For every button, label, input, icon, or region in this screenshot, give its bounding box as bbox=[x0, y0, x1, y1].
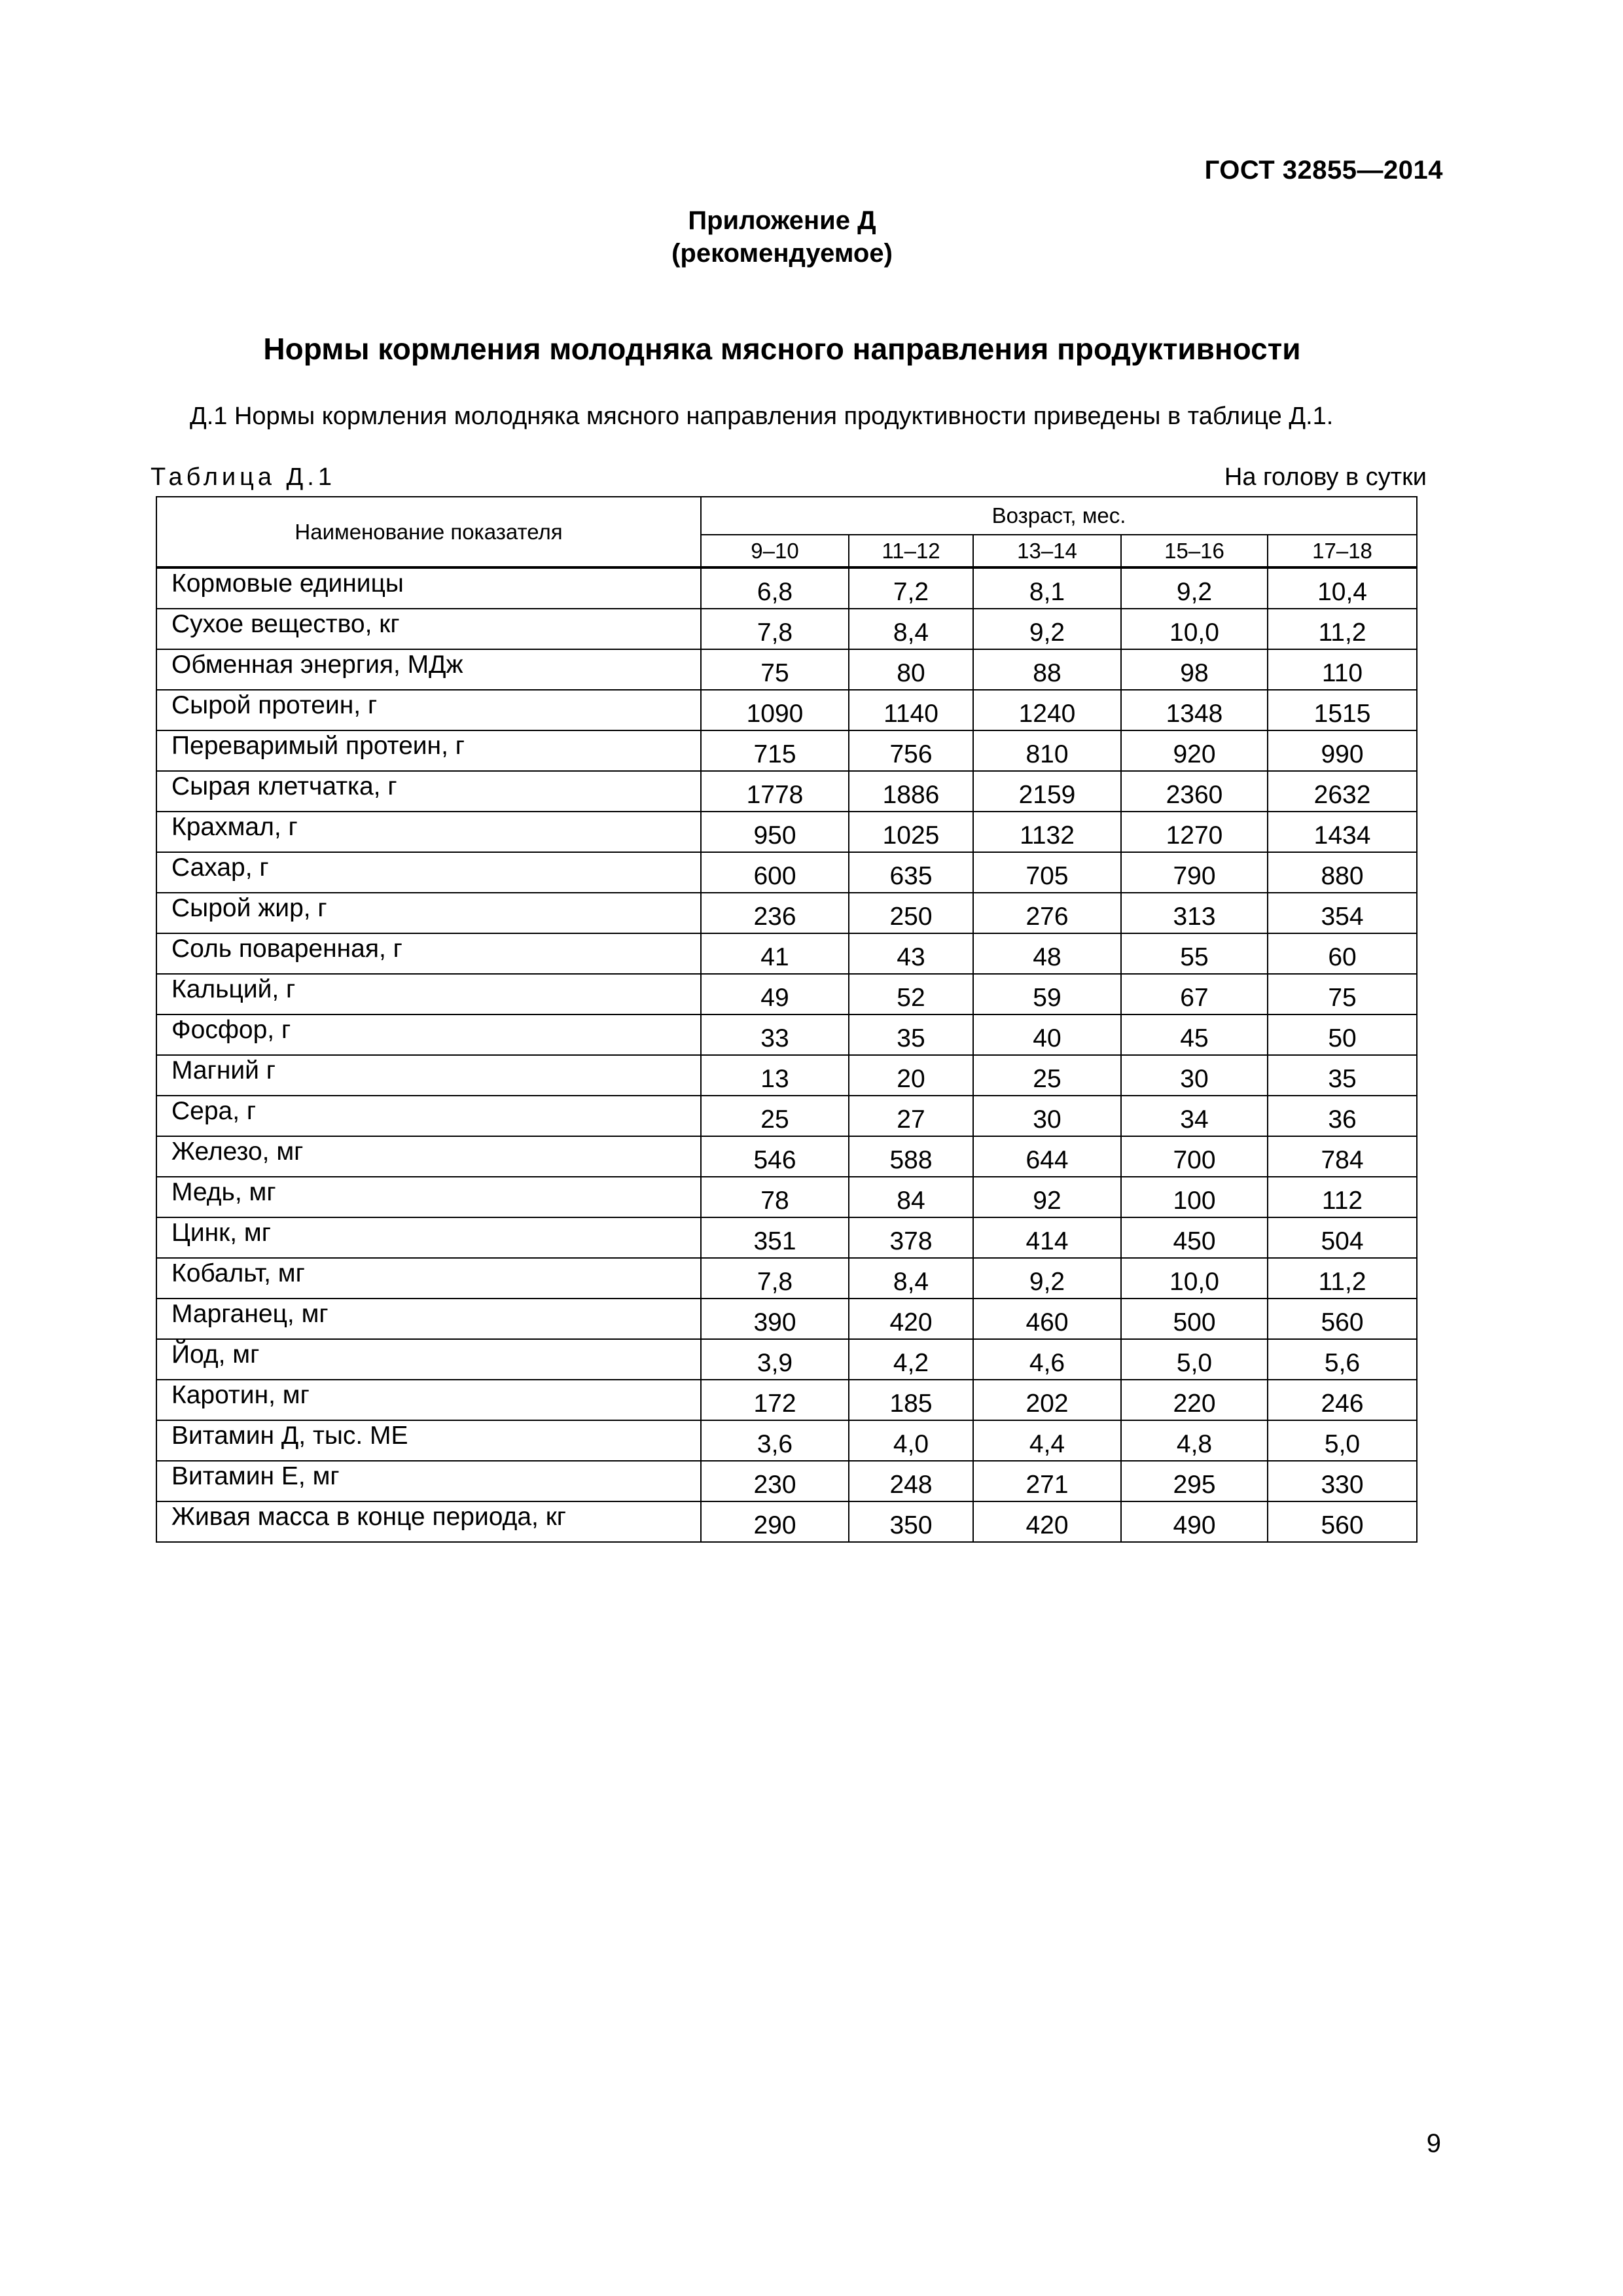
indicator-value: 25 bbox=[973, 1055, 1121, 1096]
indicator-name: Сухое вещество, кг bbox=[156, 609, 701, 649]
indicator-value: 3,6 bbox=[701, 1420, 849, 1461]
indicator-value: 55 bbox=[1121, 933, 1268, 974]
indicator-value: 6,8 bbox=[701, 567, 849, 609]
indicator-value: 35 bbox=[849, 1014, 973, 1055]
indicator-name: Кобальт, мг bbox=[156, 1258, 701, 1299]
indicator-value: 560 bbox=[1268, 1501, 1417, 1542]
indicator-name: Сырая клетчатка, г bbox=[156, 771, 701, 812]
indicator-value: 4,2 bbox=[849, 1339, 973, 1380]
indicator-value: 1090 bbox=[701, 690, 849, 730]
indicator-value: 84 bbox=[849, 1177, 973, 1217]
indicator-name: Крахмал, г bbox=[156, 812, 701, 852]
table-row bbox=[156, 933, 1417, 974]
indicator-value: 4,0 bbox=[849, 1420, 973, 1461]
table-row bbox=[156, 567, 1417, 609]
indicator-value: 420 bbox=[973, 1501, 1121, 1542]
indicator-value: 560 bbox=[1268, 1299, 1417, 1339]
indicator-value: 34 bbox=[1121, 1096, 1268, 1136]
indicator-value: 715 bbox=[701, 730, 849, 771]
indicator-value: 4,4 bbox=[973, 1420, 1121, 1461]
table-row bbox=[156, 812, 1417, 852]
indicator-value: 295 bbox=[1121, 1461, 1268, 1501]
indicator-value: 43 bbox=[849, 933, 973, 974]
indicator-value: 75 bbox=[1268, 974, 1417, 1014]
indicator-value: 810 bbox=[973, 730, 1121, 771]
indicator-name: Сера, г bbox=[156, 1096, 701, 1136]
indicator-name: Сырой протеин, г bbox=[156, 690, 701, 730]
table-row bbox=[156, 730, 1417, 771]
age-column-header: 17–18 bbox=[1268, 535, 1417, 567]
indicator-name: Железо, мг bbox=[156, 1136, 701, 1177]
indicator-value: 990 bbox=[1268, 730, 1417, 771]
indicator-value: 45 bbox=[1121, 1014, 1268, 1055]
table-row bbox=[156, 1136, 1417, 1177]
indicator-value: 378 bbox=[849, 1217, 973, 1258]
table-row bbox=[156, 1299, 1417, 1339]
indicator-value: 644 bbox=[973, 1136, 1121, 1177]
indicator-value: 49 bbox=[701, 974, 849, 1014]
table-row bbox=[156, 1096, 1417, 1136]
indicator-value: 78 bbox=[701, 1177, 849, 1217]
indicator-value: 2360 bbox=[1121, 771, 1268, 812]
indicator-value: 250 bbox=[849, 893, 973, 933]
indicator-value: 27 bbox=[849, 1096, 973, 1136]
indicator-value: 35 bbox=[1268, 1055, 1417, 1096]
indicator-value: 1434 bbox=[1268, 812, 1417, 852]
indicator-value: 271 bbox=[973, 1461, 1121, 1501]
indicator-value: 490 bbox=[1121, 1501, 1268, 1542]
indicator-value: 290 bbox=[701, 1501, 849, 1542]
age-column-header: 11–12 bbox=[849, 535, 973, 567]
indicator-value: 185 bbox=[849, 1380, 973, 1420]
indicator-value: 546 bbox=[701, 1136, 849, 1177]
indicator-value: 10,0 bbox=[1121, 1258, 1268, 1299]
table-row bbox=[156, 1420, 1417, 1461]
indicator-value: 13 bbox=[701, 1055, 849, 1096]
indicator-value: 700 bbox=[1121, 1136, 1268, 1177]
indicator-value: 10,4 bbox=[1268, 567, 1417, 609]
indicator-value: 25 bbox=[701, 1096, 849, 1136]
table-row bbox=[156, 690, 1417, 730]
page-number: 9 bbox=[1426, 2129, 1441, 2158]
indicator-value: 790 bbox=[1121, 852, 1268, 893]
indicator-value: 110 bbox=[1268, 649, 1417, 690]
indicator-name: Витамин Д, тыс. МЕ bbox=[156, 1420, 701, 1461]
indicator-value: 112 bbox=[1268, 1177, 1417, 1217]
indicator-value: 7,8 bbox=[701, 1258, 849, 1299]
table-row bbox=[156, 1014, 1417, 1055]
table-row bbox=[156, 1339, 1417, 1380]
indicator-value: 80 bbox=[849, 649, 973, 690]
intro-paragraph: Д.1 Нормы кормления молодняка мясного направления продуктивности приведены в таблице Д.1. bbox=[190, 403, 1334, 430]
table-unit-note: На голову в сутки bbox=[1224, 463, 1427, 491]
indicator-name: Обменная энергия, МДж bbox=[156, 649, 701, 690]
indicator-name: Кальций, г bbox=[156, 974, 701, 1014]
indicator-value: 8,4 bbox=[849, 1258, 973, 1299]
indicator-value: 920 bbox=[1121, 730, 1268, 771]
table-row bbox=[156, 1380, 1417, 1420]
indicator-value: 504 bbox=[1268, 1217, 1417, 1258]
indicator-value: 9,2 bbox=[973, 1258, 1121, 1299]
indicator-value: 30 bbox=[1121, 1055, 1268, 1096]
indicator-value: 2632 bbox=[1268, 771, 1417, 812]
standard-number: ГОСТ 32855—2014 bbox=[1204, 156, 1443, 185]
table-caption: Таблица Д.1 bbox=[151, 463, 336, 491]
indicator-value: 10,0 bbox=[1121, 609, 1268, 649]
indicator-value: 75 bbox=[701, 649, 849, 690]
indicator-name: Живая масса в конце периода, кг bbox=[156, 1501, 701, 1542]
table-row bbox=[156, 852, 1417, 893]
indicator-value: 8,1 bbox=[973, 567, 1121, 609]
indicator-value: 7,2 bbox=[849, 567, 973, 609]
indicator-value: 500 bbox=[1121, 1299, 1268, 1339]
indicator-name: Переваримый протеин, г bbox=[156, 730, 701, 771]
indicator-value: 11,2 bbox=[1268, 1258, 1417, 1299]
indicator-value: 354 bbox=[1268, 893, 1417, 933]
indicator-value: 705 bbox=[973, 852, 1121, 893]
indicator-value: 41 bbox=[701, 933, 849, 974]
indicator-value: 88 bbox=[973, 649, 1121, 690]
indicator-value: 9,2 bbox=[973, 609, 1121, 649]
indicator-value: 784 bbox=[1268, 1136, 1417, 1177]
indicator-value: 350 bbox=[849, 1501, 973, 1542]
indicator-value: 172 bbox=[701, 1380, 849, 1420]
indicator-name: Цинк, мг bbox=[156, 1217, 701, 1258]
indicator-value: 20 bbox=[849, 1055, 973, 1096]
indicator-value: 100 bbox=[1121, 1177, 1268, 1217]
table-row bbox=[156, 1501, 1417, 1542]
column-header-indicator: Наименование показателя bbox=[156, 497, 701, 567]
indicator-value: 420 bbox=[849, 1299, 973, 1339]
table-row bbox=[156, 771, 1417, 812]
indicator-value: 5,6 bbox=[1268, 1339, 1417, 1380]
indicator-name: Витамин Е, мг bbox=[156, 1461, 701, 1501]
indicator-value: 1778 bbox=[701, 771, 849, 812]
indicator-value: 60 bbox=[1268, 933, 1417, 974]
table-row bbox=[156, 1461, 1417, 1501]
indicator-value: 414 bbox=[973, 1217, 1121, 1258]
indicator-value: 5,0 bbox=[1268, 1420, 1417, 1461]
indicator-value: 7,8 bbox=[701, 609, 849, 649]
indicator-value: 276 bbox=[973, 893, 1121, 933]
indicator-value: 59 bbox=[973, 974, 1121, 1014]
feeding-norms-table bbox=[156, 496, 1418, 1543]
section-heading: Нормы кормления молодняка мясного направления продуктивности bbox=[263, 332, 1301, 366]
appendix-kind: (рекомендуемое) bbox=[671, 239, 893, 268]
indicator-value: 460 bbox=[973, 1299, 1121, 1339]
indicator-value: 4,6 bbox=[973, 1339, 1121, 1380]
indicator-name: Магний г bbox=[156, 1055, 701, 1096]
indicator-value: 36 bbox=[1268, 1096, 1417, 1136]
appendix-title: Приложение Д bbox=[688, 206, 876, 235]
table-row bbox=[156, 1055, 1417, 1096]
indicator-value: 33 bbox=[701, 1014, 849, 1055]
indicator-value: 98 bbox=[1121, 649, 1268, 690]
indicator-value: 1886 bbox=[849, 771, 973, 812]
table-row bbox=[156, 974, 1417, 1014]
indicator-value: 351 bbox=[701, 1217, 849, 1258]
indicator-value: 1348 bbox=[1121, 690, 1268, 730]
indicator-name: Каротин, мг bbox=[156, 1380, 701, 1420]
indicator-value: 248 bbox=[849, 1461, 973, 1501]
indicator-value: 67 bbox=[1121, 974, 1268, 1014]
indicator-value: 1025 bbox=[849, 812, 973, 852]
indicator-value: 236 bbox=[701, 893, 849, 933]
age-column-header: 15–16 bbox=[1121, 535, 1268, 567]
indicator-value: 5,0 bbox=[1121, 1339, 1268, 1380]
indicator-name: Сырой жир, г bbox=[156, 893, 701, 933]
indicator-value: 600 bbox=[701, 852, 849, 893]
indicator-value: 9,2 bbox=[1121, 567, 1268, 609]
indicator-name: Йод, мг bbox=[156, 1339, 701, 1380]
indicator-value: 1140 bbox=[849, 690, 973, 730]
indicator-value: 390 bbox=[701, 1299, 849, 1339]
table-row bbox=[156, 609, 1417, 649]
indicator-name: Соль поваренная, г bbox=[156, 933, 701, 974]
indicator-name: Медь, мг bbox=[156, 1177, 701, 1217]
age-column-header: 13–14 bbox=[973, 535, 1121, 567]
indicator-value: 8,4 bbox=[849, 609, 973, 649]
indicator-value: 635 bbox=[849, 852, 973, 893]
indicator-value: 880 bbox=[1268, 852, 1417, 893]
indicator-name: Кормовые единицы bbox=[156, 567, 701, 609]
indicator-value: 50 bbox=[1268, 1014, 1417, 1055]
indicator-value: 230 bbox=[701, 1461, 849, 1501]
indicator-value: 11,2 bbox=[1268, 609, 1417, 649]
indicator-value: 4,8 bbox=[1121, 1420, 1268, 1461]
indicator-value: 220 bbox=[1121, 1380, 1268, 1420]
indicator-value: 30 bbox=[973, 1096, 1121, 1136]
table-row bbox=[156, 1217, 1417, 1258]
table-row bbox=[156, 1177, 1417, 1217]
indicator-value: 52 bbox=[849, 974, 973, 1014]
indicator-value: 450 bbox=[1121, 1217, 1268, 1258]
indicator-value: 1270 bbox=[1121, 812, 1268, 852]
indicator-value: 313 bbox=[1121, 893, 1268, 933]
indicator-value: 92 bbox=[973, 1177, 1121, 1217]
indicator-value: 1240 bbox=[973, 690, 1121, 730]
indicator-value: 40 bbox=[973, 1014, 1121, 1055]
indicator-value: 756 bbox=[849, 730, 973, 771]
indicator-value: 48 bbox=[973, 933, 1121, 974]
indicator-value: 330 bbox=[1268, 1461, 1417, 1501]
indicator-name: Фосфор, г bbox=[156, 1014, 701, 1055]
age-column-header: 9–10 bbox=[701, 535, 849, 567]
indicator-value: 2159 bbox=[973, 771, 1121, 812]
indicator-value: 202 bbox=[973, 1380, 1121, 1420]
indicator-value: 588 bbox=[849, 1136, 973, 1177]
table-row bbox=[156, 649, 1417, 690]
indicator-value: 246 bbox=[1268, 1380, 1417, 1420]
table-row bbox=[156, 893, 1417, 933]
indicator-name: Марганец, мг bbox=[156, 1299, 701, 1339]
table-row bbox=[156, 1258, 1417, 1299]
indicator-value: 950 bbox=[701, 812, 849, 852]
indicator-value: 1132 bbox=[973, 812, 1121, 852]
indicator-value: 3,9 bbox=[701, 1339, 849, 1380]
indicator-value: 1515 bbox=[1268, 690, 1417, 730]
column-header-age: Возраст, мес. bbox=[701, 497, 1417, 535]
indicator-name: Сахар, г bbox=[156, 852, 701, 893]
